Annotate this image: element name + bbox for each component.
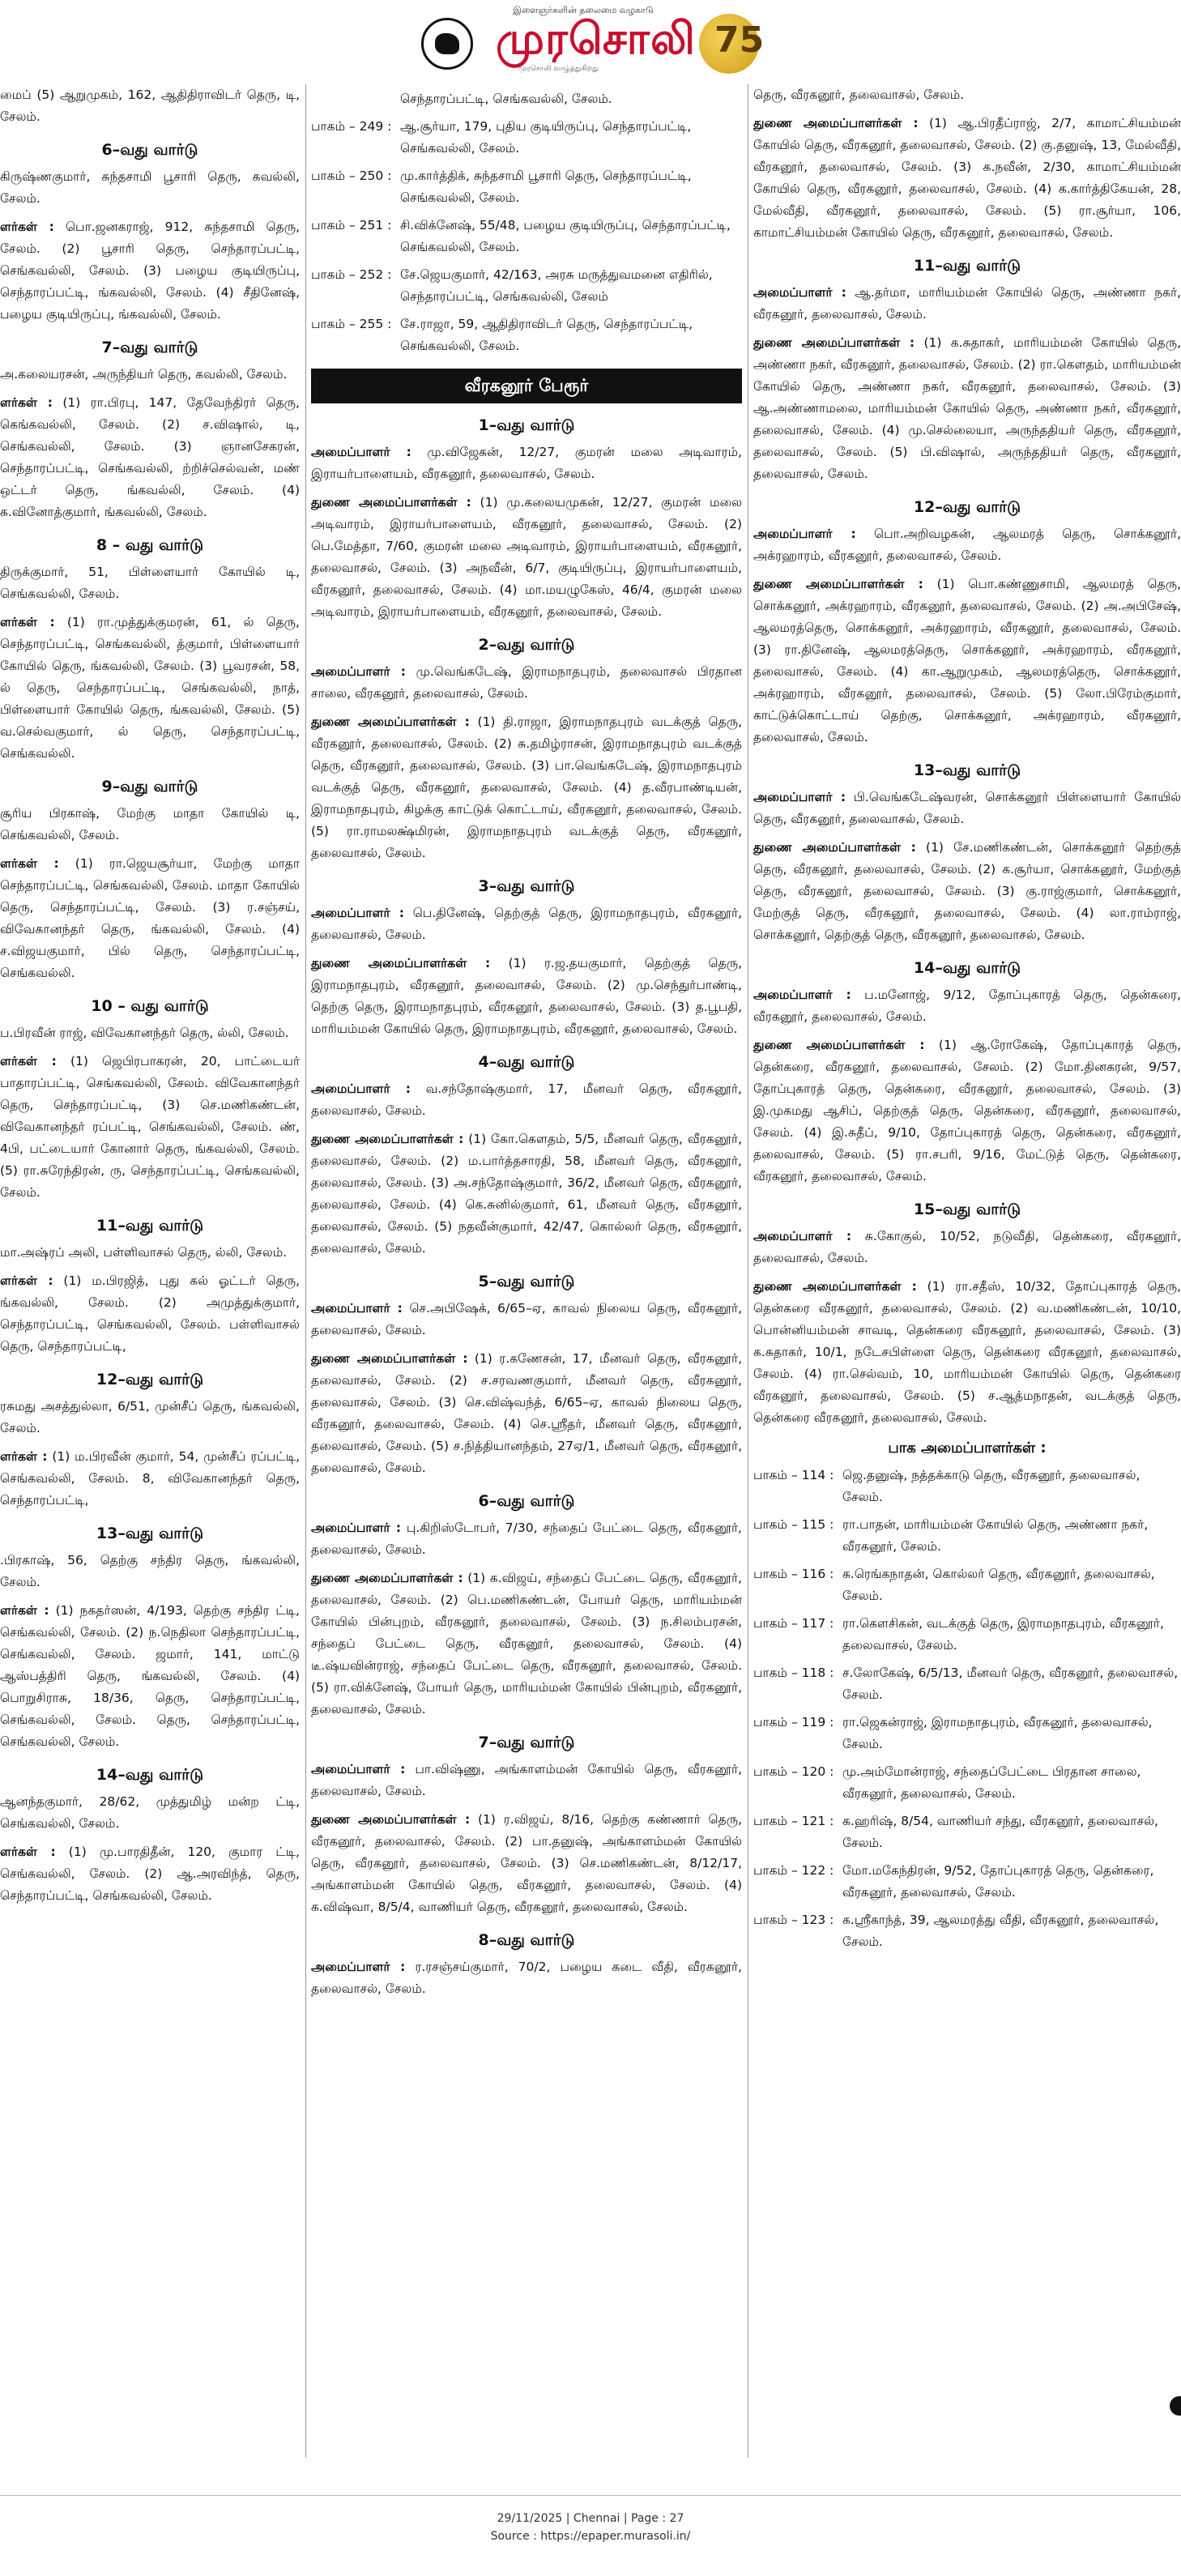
entry-text: ரசுமது அசத்துல்லா, 6/51, முன்சீப் தெரு, ங்கவல்லி, சேலம்.: [0, 1399, 300, 1435]
booth-row: [753, 1859, 1181, 1909]
entry-text: ர.ரசஞ்சய்குமார், 70/2, பழைய கடை வீதி, வீரகனூர், தலைவாசல், சேலம்.: [311, 1960, 742, 1996]
ward-heading: 13–வது வார்டு: [913, 761, 1021, 779]
booth-organizer: ரா.கௌசிகன், வடக்குத் தெரு, இராமநாதபுரம், வீரகனூர், தலைவாசல், சேலம்.: [842, 1616, 1164, 1653]
booth-row: [311, 263, 742, 313]
ward-entry: [0, 1396, 300, 1439]
ward-entry: [753, 523, 1181, 567]
booth-organizer: சே.ஜெயகுமார், 42/163, அரசு மருத்துவமனை எதிரில், செந்தாரப்பட்டி, செங்கவல்லி, சேலம்: [400, 267, 713, 304]
booth-list: [753, 1464, 1181, 1958]
ward-entry: [311, 661, 742, 705]
footer-divider: [0, 2495, 1181, 2496]
ward-heading: 10 – வது வார்டு: [91, 997, 209, 1015]
entry-text: (1) ரா.முத்துக்குமரன், 61, ல் தெரு, செந்தாரப்பட்டி, செங்கவல்லி, த்குமார், பிள்ளையார் கோயில் தெரு, ங்கவல்லி, சேலம். (3) பூவரசன், 58, ல் தெரு, செந்தாரப்பட்டி, செங்கவல்லி, நாத், பிள்ளையார் கோயில் தெரு, ங்கவல்லி, சேலம். (5) வ.செல்வகுமார், ல் தெரு, செந்தாரப்பட்டி, செங்கவல்லி.: [0, 615, 300, 761]
ward-entry: [753, 787, 1181, 830]
entry-text: பா.விஷ்ணு, அங்காளம்மன் கோயில் தெரு, வீரகனூர், தலைவாசல், சேலம்.: [311, 1762, 742, 1798]
ward-entry: [0, 803, 300, 847]
role-label: துணை அமைப்பாளர்கள் :: [753, 577, 923, 591]
booth-row: [753, 1810, 1181, 1859]
booth-row: [753, 1760, 1181, 1810]
ward-entry: [311, 711, 742, 864]
ward-heading: 8 – வது வார்டு: [96, 536, 204, 554]
booth-organizer: மோ.மகேந்திரன், 9/52, தோப்புகாரத் தெரு, தென்கரை, வீரகனூர், தலைவாசல், சேலம்.: [842, 1863, 1154, 1900]
booth-row: [753, 1711, 1181, 1760]
booth-organizer: ஜெ.தனுஷ், நத்தக்காடு தெரு, வீரகனூர், தலைவாசல், சேலம்.: [842, 1468, 1140, 1504]
ward-entry: [0, 1242, 300, 1264]
role-label: ளர்கள் :: [0, 1273, 53, 1288]
entry-text: கிருஷ்ணகுமார், சுந்தசாமி பூசாரி தெரு, கவல்லி, சேலம்.: [0, 169, 300, 206]
role-label: துணை அமைப்பாளர்கள் :: [311, 714, 470, 729]
role-label: ளர்கள் :: [0, 1603, 49, 1618]
entry-text: (1) ரா.சதீஸ், 10/32, தோப்புகாரத் தெரு, தென்கரை வீரகனூர், தலைவாசல், சேலம். (2) வ.மணிகண்டன், 10/10, பொன்னியம்மன் சாவடி, தென்கரை வீரகனூர், தலைவாசல், சேலம். (3) க.சுதாகர், 10/1, நடேசபிள்ளை தெரு, தென்கரை வீரகனூர், தலைவாசல், சேலம். (4) ரா.செல்வம், 10, மாரியம்மன் கோயில் தெரு, தென்கரை வீரகனூர், தலைவாசல், சேலம். (5) ச.ஆத்மநாதன், வடக்குத் தெரு, தென்கரை வீரகனூர், தலைவாசல், சேலம்.: [753, 1279, 1181, 1425]
ward-entry: [753, 332, 1181, 485]
ward-heading: 6–வது வார்டு: [478, 1492, 575, 1510]
entry-text: சு.கோகுல், 10/52, நடுவீதி, தென்கரை, வீரகனூர், தலைவாசல், சேலம்.: [753, 1229, 1181, 1265]
booth-number: பாகம் – 119 :: [753, 1715, 834, 1729]
ward-entry: [311, 902, 742, 946]
entry-text: பி.வெங்கடேஷ்வரன், சொக்கனூர் பிள்ளையார் கோயில் தெரு, வீரகனூர், தலைவாசல், சேலம்.: [753, 790, 1181, 826]
booth-row: [753, 1612, 1181, 1661]
ward-entry: [311, 1348, 742, 1479]
entry-text: மு.விஜேகன், 12/27, குமரன் மலை அடிவாரம், இராயர்பாளையம், வீரகனூர், தலைவாசல், சேலம்.: [311, 445, 742, 481]
role-label: ளர்கள் :: [0, 220, 54, 234]
ward-heading: 14–வது வார்டு: [913, 959, 1021, 977]
entry-text: அ.கலையரசன், அருந்தியர் தெரு, கவல்லி, சேலம்.: [0, 367, 288, 382]
booth-number: பாகம் – 120 :: [753, 1764, 834, 1779]
ward-entry: [0, 1600, 300, 1753]
booth-row: [753, 1661, 1181, 1711]
role-label: துணை அமைப்பாளர்கள் :: [311, 1571, 463, 1585]
entry-text: (1) சே.மணிகண்டன், சொக்கனூர் தெற்குத் தெரு, வீரகனூர், தலைவாசல், சேலம். (2) க.சூர்யா, சொக்கனூர், மேற்குத் தெரு, வீரகனூர், தலைவாசல், சேலம். (3) கு.ராஜ்குமார், சொக்கனூர், மேற்குத் தெரு, வீரகனூர், தலைவாசல், சேலம். (4) லா.ராம்ராஜ், சொக்கனூர், தெற்குத் தெரு, வீரகனூர், தலைவாசல், சேலம்.: [753, 840, 1181, 942]
entry-text: பொ.அறிவழகன், ஆலமரத் தெரு, சொக்கனூர், அக்ரஹாரம், வீரகனூர், தலைவாசல், சேலம்.: [753, 527, 1181, 563]
booth-number: பாகம் – 249 :: [311, 119, 392, 134]
booth-row: [311, 164, 742, 214]
party-emblem-icon: [421, 18, 473, 70]
ward-entry: [311, 441, 742, 485]
entry-text: (1) ம.பிரவீன் குமார், 54, முன்சீப் ரப்பட்டி, செங்கவல்லி, சேலம். 8, விவேகானந்தர் தெரு, செந்தாரப்பட்டி,: [0, 1449, 300, 1508]
ward-entry: [311, 1567, 742, 1721]
entry-text: (1) பொ.கண்ணுசாமி, ஆலமரத் தெரு, சொக்கனூர், அக்ரஹாரம், வீரகனூர், தலைவாசல், சேலம். (2) அ.அபிசேஷ், ஆலமரத்தெரு, சொக்கனூர், அக்ரஹாரம், வீரகனூர், தலைவாசல், சேலம். (3) ரா.தினேஷ், ஆலமரத்தெரு, சொக்கனூர், அக்ரஹாரம், வீரகனூர், தலைவாசல், சேலம். (4) கா.ஆறுமுகம், ஆலமரத்தெரு, சொக்கனூர், அக்ரஹாரம், வீரகனூர், தலைவாசல், சேலம். (5) லோ.பிரேம்குமார், காட்டுக்கொட்டாய் தெற்கு, சொக்கனூர், அக்ரஹாரம், வீரகனூர், தலைவாசல், சேலம்.: [753, 577, 1181, 744]
column-2: [311, 84, 742, 2458]
entry-text: (1) ஆ.பிரதீப்ராஜ், 2/7, காமாட்சியம்மன் கோயில் தெரு, வீரகனூர், தலைவாசல், சேலம். (2) கு.தனுஷ், 13, மேல்வீதி, வீரகனூர், தலைவாசல், சேலம். (3) க.நவீன், 2/30, காமாட்சியம்மன் கோயில் தெரு, வீரகனூர், தலைவாசல், சேலம். (4) க.கார்த்திகேயன், 28, மேல்வீதி, வீரகனூர், தலைவாசல், சேலம். (5) ரா.சூர்யா, 106, காமாட்சியம்மன் கோயில் தெரு, வீரகனூர், தலைவாசல், சேலம்.: [753, 116, 1181, 240]
booth-number: பாகம் – 116 :: [753, 1567, 834, 1581]
booth-number: பாகம் – 123 :: [753, 1913, 834, 1927]
entry-text: ஆ.தர்மா, மாரியம்மன் கோயில் தெரு, அண்ணா நகர், வீரகனூர், தலைவாசல், சேலம்.: [753, 285, 1181, 322]
booth-number: [311, 87, 400, 115]
entry-text: (1) க.விஜய், சந்தைப் பேட்டை தெரு, வீரகனூர், தலைவாசல், சேலம். (2) பெ.மணிகண்டன், போயர் தெரு, மாரியம்மன் கோயில் பின்புறம், வீரகனூர், தலைவாசல், சேலம். (3) ந.சிலம்பரசன், சந்தைப் பேட்டை தெரு, வீரகனூர், தலைவாசல், சேலம். (4) டீ.ஷ்யவின்ராஜ், சந்தைப் பேட்டை தெரு, வீரகனூர், தலைவாசல், சேலம். (5) ரா.விக்னேஷ், போயர் தெரு, மாரியம்மன் கோயில் பின்புறம், வீரகனூர், தலைவாசல், சேலம்.: [311, 1571, 742, 1717]
booth-row: [311, 87, 742, 115]
ward-entry: [311, 1078, 742, 1122]
booth-row: [753, 1464, 1181, 1513]
ward-entry: [0, 1051, 300, 1204]
continued-text: தெரு, வீரகனூர், தலைவாசல், சேலம்.: [753, 87, 965, 102]
ward-heading: 5–வது வார்டு: [478, 1273, 575, 1290]
entry-text: (1) ர.கணேசன், 17, மீனவர் தெரு, வீரகனூர், தலைவாசல், சேலம். (2) ச.சரவணகுமார், மீனவர் தெரு, வீரகனூர், தலைவாசல், சேலம். (3) செ.விஷ்வந்த், 6/65–ஏ, காவல் நிலைய தெரு, வீரகனூர், தலைவாசல், சேலம். (4) செ.ஸ்ரீதர், மீனவர் தெரு, வீரகனூர், தலைவாசல், சேலம். (5) ச.நித்தியானந்தம், 27ஏ/1, மீனவர் தெரு, வீரகனூர், தலைவாசல், சேலம்.: [311, 1351, 742, 1475]
masthead-title: முரசொலி: [496, 13, 696, 64]
ward-entry: [0, 364, 300, 386]
booth-number: பாகம் – 121 :: [753, 1814, 834, 1828]
ward-entry: [753, 113, 1181, 244]
ward-entry: [311, 1956, 742, 2000]
booth-section-title: பாக அமைப்பாளர்கள் :: [888, 1439, 1047, 1456]
ward-entry: [311, 1298, 742, 1341]
entry-text: (1) ரா.பிரபு, 147, தேவேந்திரர் தெரு, கெங்கவல்லி, சேலம். (2) ச.விஷால், டி, செங்கவல்லி, சேலம். (3) ஞானசேகரன், செந்தாரப்பட்டி, செங்கவல்லி, ற்றிச்செல்வன், மண் ஒட்டர் தெரு, ங்கவல்லி, சேலம். (4) க.வினோத்குமார், ங்கவல்லி, சேலம்.: [0, 395, 300, 519]
role-label: ளர்கள் :: [0, 1449, 48, 1464]
entry-text: ப.மனோஜ், 9/12, தோப்புகாரத் தெரு, தென்கரை, வீரகனூர், தலைவாசல், சேலம்.: [753, 987, 1181, 1024]
column-divider: [305, 84, 306, 2458]
role-label: அமைப்பாளர் :: [311, 906, 405, 920]
column-3-wards: [753, 84, 1181, 1459]
role-label: அமைப்பாளர் :: [753, 1229, 852, 1243]
ward-entry: [311, 1759, 742, 1802]
role-label: துணை அமைப்பாளர்கள் :: [753, 335, 915, 350]
booth-organizer: க.ரெங்கநாதன், கொல்லர் தெரு, வீரகனூர், தலைவாசல், சேலம்.: [842, 1567, 1155, 1603]
entry-text: பு.கிறிஸ்டோபர், 7/30, சந்தைப் பேட்டை தெரு, வீரகனூர், தலைவாசல், சேலம்.: [311, 1520, 742, 1557]
role-label: அமைப்பாளர் :: [753, 527, 856, 541]
booth-organizer: சே.ராஜா, 59, ஆதிதிராவிடர் தெரு, செந்தாரப்பட்டி, செங்கவல்லி, சேலம்.: [400, 317, 693, 353]
booth-row: [753, 1563, 1181, 1612]
ward-entry: [753, 1034, 1181, 1188]
entry-text: (1) நகதர்ஸன், 4/193, தெற்கு சந்திர ட்டி, செங்கவல்லி, சேலம். (2) ந.நெதிலா செந்தாரப்பட்டி, செங்கவல்லி, சேலம். ஜமார், 141, மாட்டு ஆஸ்பத்திரி தெரு, ங்கவல்லி, சேலம். (4) பொறுசிராசு, 18/36, தெரு, செந்தாரப்பட்டி, செங்கவல்லி, சேலம். தெரு, செந்தாரப்பட்டி, செங்கவல்லி, சேலம்.: [0, 1603, 300, 1749]
ward-heading: 7–வது வார்டு: [478, 1734, 575, 1751]
entry-text: (1) மு.பாரதிதீன், 120, குமார ட்டி, செங்கவல்லி, சேலம். (2) ஆ.அரவிந்த், தெரு, செந்தாரப்பட்டி, செங்கவல்லி, சேலம்.: [0, 1845, 300, 1903]
ward-heading: 1–வது வார்டு: [478, 416, 575, 434]
ward-entry: [0, 1270, 300, 1358]
entry-text: (1) க.சுதாகர், மாரியம்மன் கோயில் தெரு, அண்ணா நகர், வீரகனூர், தலைவாசல், சேலம். (2) ரா.கௌதம், மாரியம்மன் கோயில் தெரு, அண்ணா நகர், வீரகனூர், தலைவாசல், சேலம். (3) ஆ.அண்ணாமலை, மாரியம்மன் கோயில் தெரு, அண்ணா நகர், வீரகனூர், தலைவாசல், சேலம். (4) மு.செல்லையா, அருந்ததியர் தெரு, வீரகனூர், தலைவாசல், சேலம். (5) பி.விஷால், அருந்ததியர் தெரு, வீரகனூர், தலைவாசல், சேலம்.: [753, 335, 1181, 481]
entry-text: வ.சந்தோஷ்குமார், 17, மீனவர் தெரு, வீரகனூர், தலைவாசல், சேலம்.: [311, 1081, 742, 1118]
role-label: ளர்கள் :: [0, 1845, 56, 1859]
ward-heading: 6–வது வார்டு: [101, 141, 198, 159]
ward-entry: [311, 1809, 742, 1918]
booth-row: [311, 214, 742, 263]
role-label: ளர்கள் :: [0, 615, 55, 629]
booth-number: பாகம் – 117 :: [753, 1616, 834, 1631]
booth-organizer: ஆ.சூர்யா, 179, புதிய குடியிருப்பு, செந்தாரப்பட்டி, செங்கவல்லி, சேலம்.: [400, 119, 692, 156]
role-label: ளர்கள் :: [0, 395, 53, 410]
column-2-wards: [311, 415, 742, 2000]
booth-number: பாகம் – 251 :: [311, 218, 392, 232]
ward-heading: 14–வது வார்டு: [96, 1766, 204, 1784]
booth-number: பாகம் – 250 :: [311, 168, 392, 183]
entry-text: (1) ரா.ஜெயசூர்யா, மேற்கு மாதா செந்தாரப்பட்டி, செங்கவல்லி, சேலம். மாதா கோயில் தெரு, செந்தாரப்பட்டி, சேலம். (3) ர.சஞ்சய், விவேகானந்தர் தெரு, ங்கவல்லி, சேலம். (4) ச.விஜயகுமார், பில் தெரு, செந்தாரப்பட்டி, செங்கவல்லி.: [0, 856, 300, 980]
masthead-subtitle: முரசொலி வாழ்த்துகிறது: [518, 65, 599, 73]
column-1: [0, 84, 300, 2458]
masthead: [0, 0, 1181, 78]
role-label: துணை அமைப்பாளர்கள் :: [753, 116, 919, 130]
role-label: துணை அமைப்பாளர்கள் :: [311, 1351, 468, 1366]
role-label: அமைப்பாளர் :: [311, 1762, 406, 1776]
ward-heading: 11–வது வார்டு: [913, 257, 1021, 275]
ward-entry: [0, 561, 300, 605]
role-label: துணை அமைப்பாளர்கள் :: [311, 1812, 471, 1827]
ward-entry: [753, 1276, 1181, 1429]
footer-source-line: Source : https://epaper.murasoli.in/: [490, 2530, 691, 2543]
booth-organizer: மு.அம்மோன்ராஜ், சந்தைப்பேட்டை பிரதான சாலை, வீரகனூர், தலைவாசல், சேலம்.: [842, 1764, 1141, 1801]
role-label: அமைப்பாளர் :: [753, 790, 846, 804]
ward-entry: [311, 492, 742, 623]
entry-text: (1) ர.விஜய், 8/16, தெற்கு கண்ணார் தெரு, வீரகனூர், தலைவாசல், சேலம். (2) பா.தனுஷ், அங்காளம்மன் கோயில் தெரு, வீரகனூர், தலைவாசல், சேலம். (3) செ.மணிகண்டன், 8/12/17, அங்காளம்மன் கோயில் தெரு, வீரகனூர், தலைவாசல், சேலம். (4) க.விஷ்வா, 8/5/4, வாணியர் தெரு, வீரகனூர், தலைவாசல், சேலம்.: [311, 1812, 742, 1914]
ward-heading: 15–வது வார்டு: [913, 1201, 1021, 1218]
role-label: துணை அமைப்பாளர்கள் :: [311, 495, 471, 510]
role-label: துணை அமைப்பாளர்கள் :: [311, 1132, 464, 1146]
booth-organizer: ரா.ஜெகன்ராஜ், இராமநாதபுரம், வீரகனூர், தலைவாசல், சேலம்.: [842, 1715, 1153, 1751]
role-label: அமைப்பாளர் :: [311, 664, 406, 679]
role-label: அமைப்பாளர் :: [311, 445, 411, 459]
ward-heading: 4–வது வார்டு: [478, 1053, 575, 1071]
ward-entry: [753, 574, 1181, 748]
entry-text: சூரிய பிரகாஷ், மேற்கு மாதா கோயில் டி, செங்கவல்லி, சேலம்.: [0, 806, 300, 842]
booth-organizer: க.ஹரிஷ், 8/54, வாணியர் சந்து, வீரகனூர், தலைவாசல், சேலம்.: [842, 1814, 1158, 1850]
entry-text: (1) ம.பிரஜித், புது கல் ஓட்டர் தெரு, ங்கவல்லி, சேலம். (2) அமுத்துக்குமார், செந்தாரப்பட்டி, செங்கவல்லி, சேலம். பள்ளிவாசல் தெரு, செந்தாரப்பட்டி,: [0, 1273, 300, 1354]
booth-row: [753, 1513, 1181, 1563]
entry-text: .பிரகாஷ், 56, தெற்கு சந்திர தெரு, ங்கவல்லி, சேலம்.: [0, 1553, 300, 1589]
ward-entry: [311, 1128, 742, 1260]
ward-heading: 12–வது வார்டு: [913, 498, 1021, 516]
ward-entry: [0, 1022, 300, 1044]
ward-heading: 7–வது வார்டு: [101, 339, 198, 356]
role-label: அமைப்பாளர் :: [311, 1960, 406, 1974]
booth-number: பாகம் – 255 :: [311, 317, 392, 331]
role-label: அமைப்பாளர் :: [311, 1301, 403, 1316]
role-label: துணை அமைப்பாளர்கள் :: [753, 840, 916, 855]
ward-heading: 13–வது வார்டு: [96, 1525, 204, 1542]
ward-heading: 12–வது வார்டு: [96, 1371, 204, 1388]
booth-number: பாகம் – 122 :: [753, 1863, 834, 1878]
booth-row: [753, 1909, 1181, 1958]
role-label: ளர்கள் :: [0, 856, 59, 871]
ward-entry: [0, 392, 300, 523]
entry-text: (1) மு.கலையமுகன், 12/27, குமரன் மலை அடிவாரம், இராயர்பாளையம், வீரகனூர், தலைவாசல், சேலம். (2) பெ.மேத்தா, 7/60, குமரன் மலை அடிவாரம், இராயர்பாளையம், வீரகனூர், தலைவாசல், சேலம். (3) அநவீன், 6/7, குடியிருப்பு, இராயர்பாளையம், வீரகனூர், தலைவாசல், சேலம். (4) மா.மயழுகேஸ், 46/4, குமரன் மலை அடிவாரம், இராயர்பாளையம், வீரகனூர், தலைவாசல், சேலம்.: [311, 495, 742, 619]
role-label: அமைப்பாளர் :: [311, 1081, 411, 1096]
ward-heading: 3–வது வார்டு: [478, 877, 575, 895]
booth-list-top: [311, 87, 742, 362]
ward-entry: [0, 84, 300, 128]
entry-text: திருக்குமார், 51, பிள்ளையார் கோயில் டி, செங்கவல்லி, சேலம்.: [0, 565, 300, 601]
ward-entry: [753, 1226, 1181, 1269]
booth-organizer: க.ஸ்ரீகாந்த், 39, ஆலமரத்து வீதி, வீரகனூர், தலைவாசல், சேலம்.: [842, 1913, 1159, 1949]
ward-entry: [0, 1841, 300, 1907]
entry-text: செ.அபிஷேக், 6/65–ஏ, காவல் நிலைய தெரு, வீரகனூர், தலைவாசல், சேலம்.: [311, 1301, 742, 1337]
ward-entry: [753, 282, 1181, 326]
ward-entry: [0, 1550, 300, 1593]
role-label: துணை அமைப்பாளர்கள் :: [753, 1038, 925, 1052]
role-label: அமைப்பாளர் :: [753, 987, 851, 1002]
booth-number: பாகம் – 114 :: [753, 1468, 834, 1482]
booth-organizer: மு.கார்த்திக், சுந்தசாமி பூசாரி தெரு, செந்தாரப்பட்டி, செங்கவல்லி, சேலம்.: [400, 168, 692, 205]
entry-text: மா.அஷ்ரப் அலி, பள்ளிவாசல் தெரு, ல்லி, சேலம்.: [0, 1245, 288, 1260]
role-label: துணை அமைப்பாளர்கள் :: [753, 1279, 917, 1294]
ward-entry: [0, 853, 300, 984]
entry-text: பெ.தினேஷ், தெற்குத் தெரு, இராமநாதபுரம், வீரகனூர், தலைவாசல், சேலம்.: [311, 906, 742, 942]
booth-organizer: செந்தாரப்பட்டி, செங்கவல்லி, சேலம்.: [400, 92, 612, 106]
ward-entry: [0, 1446, 300, 1512]
role-label: துணை அமைப்பாளர்கள் :: [311, 956, 491, 970]
page-footer: [0, 2510, 1181, 2545]
entry-text: (1) ஜெபிரபாகரன், 20, பாட்டையர் பாதாரப்பட்டி, செங்கவல்லி, சேலம். விவேகானந்தர் தெரு, செந்தாரப்பட்டி, (3) செ.மணிகண்டன், விவேகானந்தர் ரப்பட்டி, செங்கவல்லி, சேலம். ண், 4பி, பட்டையார் கோனார் தெரு, ங்கவல்லி, சேலம். (5) ரா.சுரேந்திரன், ரு, செந்தாரப்பட்டி, செங்கவல்லி, சேலம்.: [0, 1054, 300, 1200]
ward-entry: [0, 166, 300, 210]
entry-text: ஆனந்தகுமார், 28/62, முத்துமிழ் மன்ற ட்டி, செங்கவல்லி, சேலம்.: [0, 1794, 300, 1831]
ward-entry: [0, 1791, 300, 1835]
role-label: அமைப்பாளர் :: [311, 1520, 402, 1535]
ward-heading: 2–வது வார்டு: [478, 636, 575, 654]
anniversary-number: 75: [714, 19, 765, 61]
entry-text: (1) தி.ராஜா, இராமநாதபுரம் வடக்குத் தெரு, வீரகனூர், தலைவாசல், சேலம். (2) சு.தமிழ்ராசன், இராமநாதபுரம் வடக்குத் தெரு, வீரகனூர், தலைவாசல், சேலம். (3) பா.வெங்கடேஷ், இராமநாதபுரம் வடக்குத் தெரு, வீரகனூர், தலைவாசல், சேலம். (4) த.வீரபாண்டியன், இராமநாதபுரம், கிழக்கு காட்டுக் கொட்டாய், வீரகனூர், தலைவாசல், சேலம். (5) ரா.ராமலக்ஷ்மிரன், இராமநாதபுரம் வடக்குத் தெரு, வீரகனூர், தலைவாசல், சேலம்.: [311, 714, 742, 860]
booth-number: பாகம் – 252 :: [311, 267, 392, 282]
masthead-tagline: இளைஞர்களின் தலைமை வழகாடு: [513, 5, 654, 15]
ward-entry: [0, 216, 300, 326]
ward-entry: [311, 1517, 742, 1561]
ward-entry: [753, 837, 1181, 946]
ward-entry: [311, 953, 742, 1040]
ward-heading: 8–வது வார்டு: [478, 1931, 575, 1949]
footer-date-line: 29/11/2025 | Chennai | Page : 27: [497, 2512, 684, 2525]
booth-row: [311, 313, 742, 362]
entry-text: (1) ர.ஜ.தயகுமார், தெற்குத் தெரு, இராமநாதபுரம், வீரகனூர், தலைவாசல், சேலம். (2) மு.செந்துர்பாண்டி, தெற்கு தெரு, இராமநாதபுரம், வீரகனூர், தலைவாசல், சேலம். (3) த.பூபதி, மாரியம்மன் கோயில் தெரு, இராமநாதபுரம், வீரகனூர், தலைவாசல், சேலம்.: [311, 956, 742, 1036]
entry-text: (1) ஆ.ரோகேஷ், தோப்புகாரத் தெரு, தென்கரை, வீரகனூர், தலைவாசல், சேலம். (2) மோ.தினகரன், 9/57, தோப்புகாரத் தெரு, தென்கரை, வீரகனூர், தலைவாசல், சேலம். (3) இ.முகமது ஆசிப், தெற்குத் தெரு, தென்கரை, வீரகனூர், தலைவாசல், சேலம். (4) இ.சுதீப், 9/10, தோப்புகாரத் தெரு, தென்கரை, வீரகனூர், தலைவாசல், சேலம். (5) ரா.சபரி, 9/16, மேட்டுத் தெரு, தென்கரை, வீரகனூர், தலைவாசல், சேலம்.: [753, 1038, 1181, 1184]
booth-number: பாகம் – 115 :: [753, 1517, 834, 1532]
entry-text: மு.வெங்கடேஷ், இராமநாதபுரம், தலைவாசல் பிரதான சாலை, வீரகனூர், தலைவாசல், சேலம்.: [311, 664, 742, 701]
entry-text: மைப் (5) ஆறுமுகம், 162, ஆதிதிராவிடர் தெரு, டி, சேலம்.: [0, 87, 300, 124]
ward-heading: 9–வது வார்டு: [101, 778, 198, 795]
ward-heading: 11–வது வார்டு: [96, 1217, 204, 1235]
booth-number: பாகம் – 118 :: [753, 1665, 834, 1680]
role-label: ளர்கள் :: [0, 1054, 57, 1068]
role-label: அமைப்பாளர் :: [753, 285, 846, 300]
entry-text: (1) கோ.கௌதம், 5/5, மீனவர் தெரு, வீரகனூர், தலைவாசல், சேலம். (2) ம.பார்த்தசாரதி, 58, மீனவர் தெரு, வீரகனூர், தலைவாசல், சேலம். (3) அ.சந்தோஷ்குமார், 36/2, மீனவர் தெரு, வீரகனூர், தலைவாசல், சேலம். (4) கெ.சுனில்குமார், 61, மீனவர் தெரு, வீரகனூர், தலைவாசல், சேலம். (5) நதவீன்குமார், 42/47, கொல்லர் தெரு, வீரகனூர், தலைவாசல், சேலம்.: [311, 1132, 742, 1256]
column-3: [753, 84, 1181, 2458]
booth-organizer: சி.விக்னேஷ், 55/48, பழைய குடியிருப்பு, செந்தாரப்பட்டி, செங்கவல்லி, சேலம்.: [400, 218, 731, 254]
booth-organizer: ச.லோகேஷ், 6/5/13, மீனவர் தெரு, வீரகனூர், தலைவாசல், சேலம்.: [842, 1665, 1179, 1702]
anniversary-badge: [697, 11, 765, 76]
entry-text: ப.பிரவீன் ராஜ், விவேகானந்தர் தெரு, ல்லி, சேலம்.: [0, 1026, 289, 1040]
ward-entry: [0, 612, 300, 765]
section-banner: வீரகனூர் பேரூர்: [311, 369, 742, 403]
booth-row: [311, 115, 742, 164]
ward-entry: [753, 984, 1181, 1028]
booth-organizer: ரா.பாதன், மாரியம்மன் கோயில் தெரு, அண்ணா நகர், வீரகனூர், சேலம்.: [842, 1517, 1149, 1554]
entry-text: பொ.ஜனகராஜ், 912, சுந்தசாமி தெரு, சேலம். (2) பூசாரி தெரு, செந்தாரப்பட்டி, செங்கவல்லி, சேலம். (3) பழைய குடியிருப்பு, செந்தாரப்பட்டி, ங்கவல்லி, சேலம். (4) சீதினேஷ், பழைய குடியிருப்பு, ங்கவல்லி, சேலம்.: [0, 220, 300, 322]
